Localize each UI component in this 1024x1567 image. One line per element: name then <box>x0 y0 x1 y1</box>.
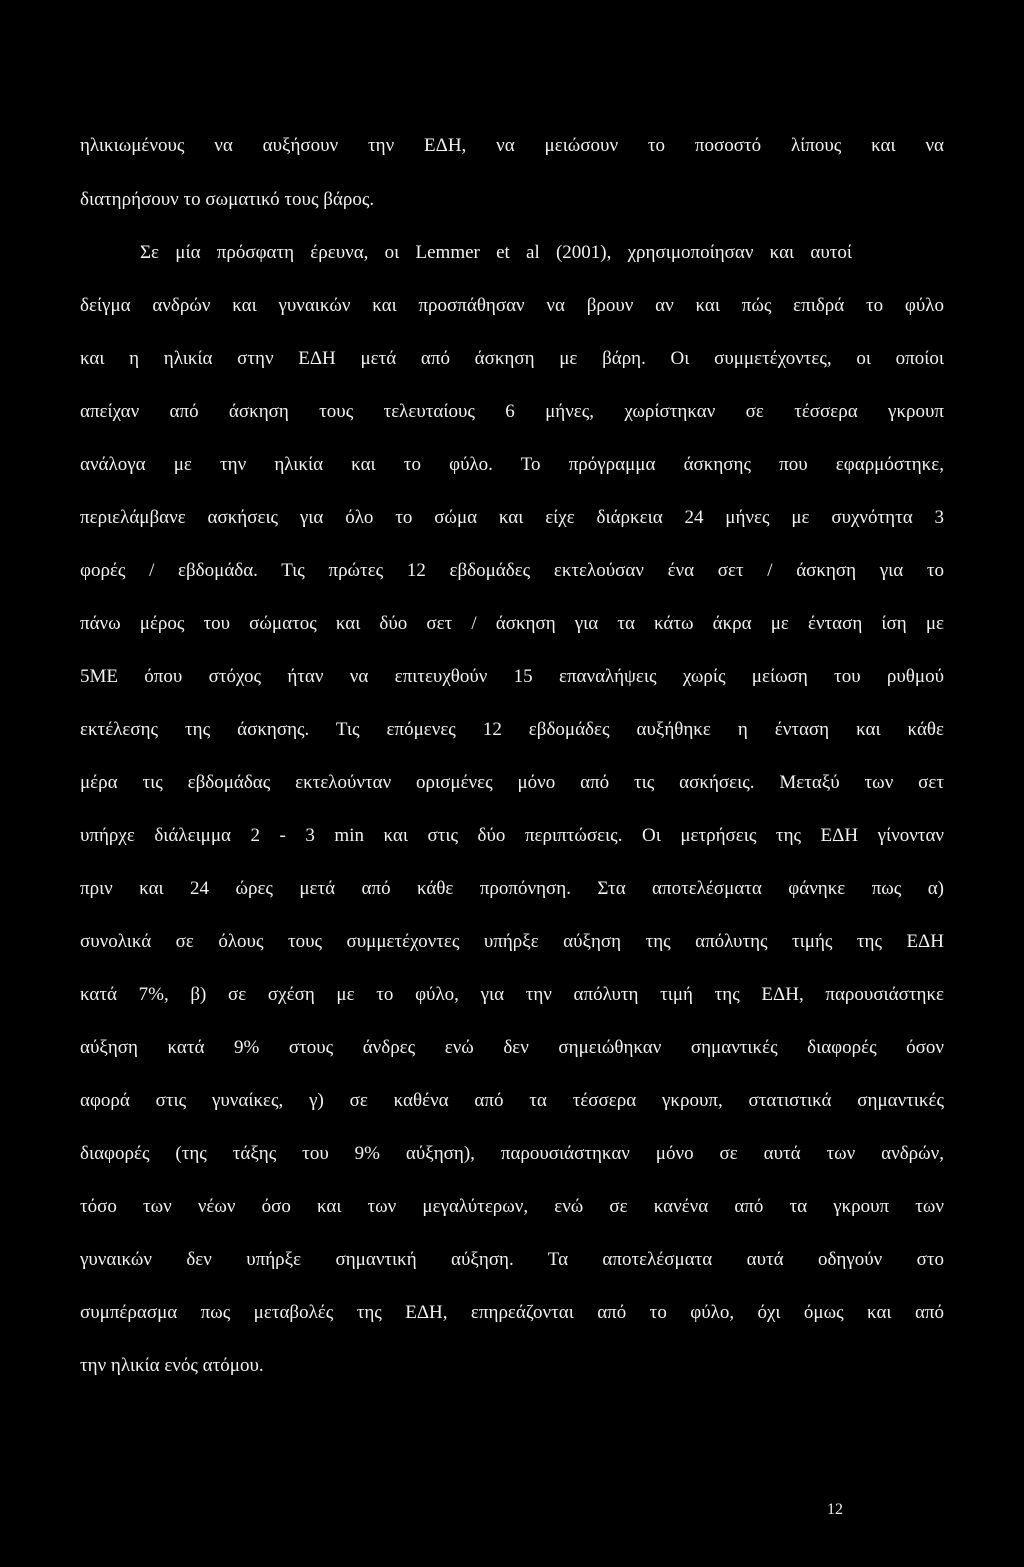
text-line: μέρα τις εβδομάδας εκτελούνταν ορισμένες μόνο από τις ασκήσεις. Μεταξύ των σετ <box>80 772 944 793</box>
text-line: εκτέλεσης της άσκησης. Τις επόμενες 12 εβδομάδες αυξήθηκε η ένταση και κάθε <box>80 719 944 740</box>
text-line: διατηρήσουν το σωματικό τους βάρος. <box>80 189 375 210</box>
text-line: αύξηση κατά 9% στους άνδρες ενώ δεν σημειώθηκαν σημαντικές διαφορές όσον <box>80 1037 944 1058</box>
text-line: πριν και 24 ώρες μετά από κάθε προπόνηση. Στα αποτελέσματα φάνηκε πως α) <box>80 878 944 899</box>
text-line: γυναικών δεν υπήρξε σημαντική αύξηση. Τα αποτελέσματα αυτά οδηγούν στο <box>80 1249 944 1270</box>
text-line: Σε μία πρόσφατη έρευνα, οι Lemmer et al (2001), χρησιμοποίησαν και αυτοί <box>140 242 852 263</box>
text-line: πάνω μέρος του σώματος και δύο σετ / άσκηση για τα κάτω άκρα με ένταση ίση με <box>80 613 944 634</box>
text-line: απείχαν από άσκηση τους τελευταίους 6 μήνες, χωρίστηκαν σε τέσσερα γκρουπ <box>80 401 944 422</box>
text-line: συνολικά σε όλους τους συμμετέχοντες υπήρξε αύξηση της απόλυτης τιμής της ΕΔΗ <box>80 931 944 952</box>
text-line: κατά 7%, β) σε σχέση με το φύλο, για την απόλυτη τιμή της ΕΔΗ, παρουσιάστηκε <box>80 984 944 1005</box>
text-line: περιελάμβανε ασκήσεις για όλο το σώμα και είχε διάρκεια 24 μήνες με συχνότητα 3 <box>80 507 944 528</box>
text-line: ανάλογα με την ηλικία και το φύλο. Το πρόγραμμα άσκησης που εφαρμόστηκε, <box>80 454 944 475</box>
text-line: υπήρχε διάλειμμα 2 - 3 min και στις δύο περιπτώσεις. Οι μετρήσεις της ΕΔΗ γίνονταν <box>80 825 944 846</box>
text-line: 5ΜΕ όπου στόχος ήταν να επιτευχθούν 15 επαναλήψεις χωρίς μείωση του ρυθμού <box>80 666 944 687</box>
text-line: δείγμα ανδρών και γυναικών και προσπάθησαν να βρουν αν και πώς επιδρά το φύλο <box>80 295 944 316</box>
text-line: ηλικιωμένους να αυξήσουν την ΕΔΗ, να μειώσουν το ποσοστό λίπους και να <box>80 135 944 156</box>
text-line: αφορά στις γυναίκες, γ) σε καθένα από τα τέσσερα γκρουπ, στατιστικά σημαντικές <box>80 1090 944 1111</box>
text-line: φορές / εβδομάδα. Τις πρώτες 12 εβδομάδες εκτελούσαν ένα σετ / άσκηση για το <box>80 560 944 581</box>
text-line: διαφορές (της τάξης του 9% αύξηση), παρουσιάστηκαν μόνο σε αυτά των ανδρών, <box>80 1143 944 1164</box>
text-line: και η ηλικία στην ΕΔΗ μετά από άσκηση με βάρη. Οι συμμετέχοντες, οι οποίοι <box>80 348 944 369</box>
text-line: τόσο των νέων όσο και των μεγαλύτερων, ενώ σε κανένα από τα γκρουπ των <box>80 1196 944 1217</box>
page-number: 12 <box>827 1501 843 1518</box>
text-line: συμπέρασμα πως μεταβολές της ΕΔΗ, επηρεάζονται από το φύλο, όχι όμως και από <box>80 1302 944 1323</box>
text-line: την ηλικία ενός ατόμου. <box>80 1355 264 1376</box>
